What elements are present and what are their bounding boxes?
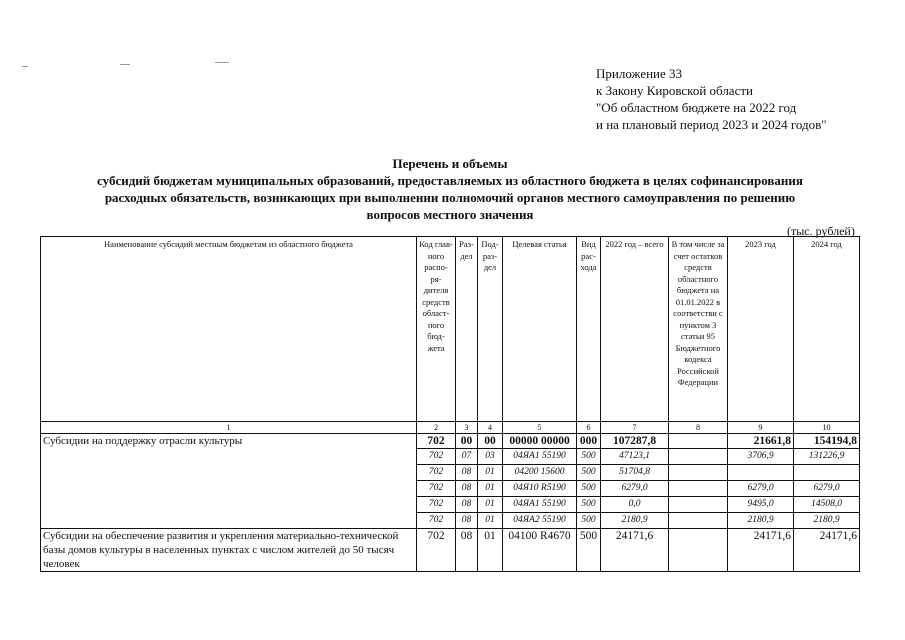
cell-article: 04ЯА1 55190 [503, 497, 577, 513]
header-2023: 2023 год [728, 237, 794, 422]
cell-2022: 51704,8 [601, 465, 669, 481]
cell-vid: 500 [577, 465, 601, 481]
cell-vid: 000 [577, 434, 601, 449]
header-2024: 2024 год [794, 237, 860, 422]
appendix-line: Приложение 33 [596, 66, 683, 81]
column-number: 8 [669, 422, 728, 434]
column-number: 7 [601, 422, 669, 434]
appendix-line: к Закону Кировской области [596, 83, 753, 98]
header-incl: В том числе за счет остатков средств областного бюджета на 01.01.2022 в соответстви с пунктом 3 статьи 95 Бюджетного кодекса Российской Федерации [669, 237, 728, 422]
cell-incl [669, 529, 728, 572]
cell-article: 04ЯА2 55190 [503, 513, 577, 529]
cell-incl [669, 449, 728, 465]
scan-mark [215, 62, 229, 63]
column-number: 4 [478, 422, 503, 434]
cell-2023: 24171,6 [728, 529, 794, 572]
cell-article: 00000 00000 [503, 434, 577, 449]
cell-code: 702 [417, 529, 456, 572]
cell-2024: 6279,0 [794, 481, 860, 497]
title-line: Перечень и объемы [392, 156, 508, 171]
column-number: 9 [728, 422, 794, 434]
column-number: 6 [577, 422, 601, 434]
row-name: Субсидии на поддержку отрасли культуры [41, 434, 417, 529]
appendix-line: "Об областном бюджете на 2022 год [596, 100, 797, 115]
cell-code: 702 [417, 465, 456, 481]
cell-razdel: 07 [456, 449, 478, 465]
header-podrazdel: Под- раз- дел [478, 237, 503, 422]
cell-2024: 24171,6 [794, 529, 860, 572]
cell-2023: 3706,9 [728, 449, 794, 465]
cell-2022: 0,0 [601, 497, 669, 513]
cell-2023 [728, 465, 794, 481]
cell-code: 702 [417, 434, 456, 449]
cell-2024 [794, 465, 860, 481]
cell-article: 04100 R4670 [503, 529, 577, 572]
cell-incl [669, 465, 728, 481]
cell-2022: 6279,0 [601, 481, 669, 497]
header-code: Код глав- ного распо- ря- дителя средств област- ного бюд- жета [417, 237, 456, 422]
title-line: вопросов местного значения [366, 207, 534, 222]
cell-razdel: 08 [456, 481, 478, 497]
title-line: расходных обязательств, возникающих при выполнении полномочий органов местного самоуправления по решению [104, 190, 796, 205]
cell-2022: 24171,6 [601, 529, 669, 572]
cell-incl [669, 481, 728, 497]
cell-vid: 500 [577, 481, 601, 497]
column-number: 10 [794, 422, 860, 434]
cell-2022: 2180,9 [601, 513, 669, 529]
cell-vid: 500 [577, 529, 601, 572]
cell-code: 702 [417, 497, 456, 513]
column-number: 1 [41, 422, 417, 434]
cell-podrazdel: 01 [478, 529, 503, 572]
cell-vid: 500 [577, 497, 601, 513]
cell-2023: 9495,0 [728, 497, 794, 513]
cell-article: 04200 15600 [503, 465, 577, 481]
header-name: Наименование субсидий местным бюджетам из областного бюджета [41, 237, 417, 422]
cell-podrazdel: 01 [478, 497, 503, 513]
subsidies-table [40, 236, 860, 572]
cell-podrazdel: 01 [478, 465, 503, 481]
cell-podrazdel: 01 [478, 513, 503, 529]
cell-2023: 21661,8 [728, 434, 794, 449]
cell-code: 702 [417, 481, 456, 497]
cell-2022: 107287,8 [601, 434, 669, 449]
cell-code: 702 [417, 449, 456, 465]
header-razdel: Раз- дел [456, 237, 478, 422]
cell-2024: 14508,0 [794, 497, 860, 513]
document-title [40, 155, 860, 223]
cell-2023: 2180,9 [728, 513, 794, 529]
cell-incl [669, 513, 728, 529]
cell-2022: 47123,1 [601, 449, 669, 465]
cell-podrazdel: 01 [478, 481, 503, 497]
title-line: субсидий бюджетам муниципальных образований, предоставляемых из областного бюджета в целях софинансирования [97, 173, 803, 188]
cell-article: 04ЯА1 55190 [503, 449, 577, 465]
header-2022: 2022 год – всего [601, 237, 669, 422]
appendix-line: и на плановый период 2023 и 2024 годов" [596, 117, 827, 132]
cell-razdel: 08 [456, 513, 478, 529]
column-number: 3 [456, 422, 478, 434]
cell-podrazdel: 00 [478, 434, 503, 449]
header-vid: Вид рас- хода [577, 237, 601, 422]
scan-mark [22, 66, 28, 67]
cell-vid: 500 [577, 449, 601, 465]
scan-mark [120, 64, 130, 65]
cell-podrazdel: 03 [478, 449, 503, 465]
appendix-header [596, 65, 827, 133]
header-article: Целевая статья [503, 237, 577, 422]
table-row [41, 529, 860, 572]
column-number: 2 [417, 422, 456, 434]
units-label: (тыс. рублей) [787, 224, 855, 238]
cell-vid: 500 [577, 513, 601, 529]
cell-2024: 154194,8 [794, 434, 860, 449]
cell-razdel: 08 [456, 497, 478, 513]
cell-incl [669, 497, 728, 513]
cell-incl [669, 434, 728, 449]
row-name: Субсидии на обеспечение развития и укрепления материально-технической базы домов культуры в населенных пунктах с числом жителей до 50 тысяч человек [41, 529, 417, 572]
cell-code: 702 [417, 513, 456, 529]
cell-2024: 2180,9 [794, 513, 860, 529]
cell-2024: 131226,9 [794, 449, 860, 465]
column-number: 5 [503, 422, 577, 434]
cell-razdel: 08 [456, 465, 478, 481]
cell-razdel: 08 [456, 529, 478, 572]
table-row [41, 434, 860, 449]
cell-article: 04Я10 R5190 [503, 481, 577, 497]
cell-razdel: 00 [456, 434, 478, 449]
cell-2023: 6279,0 [728, 481, 794, 497]
